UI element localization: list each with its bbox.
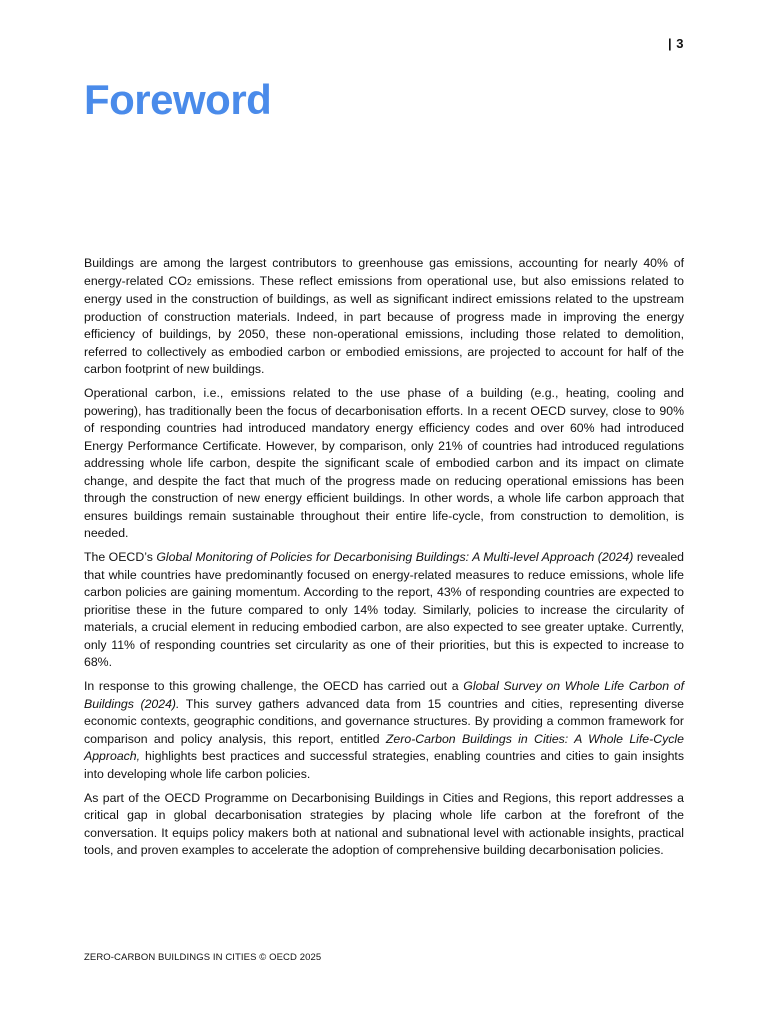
paragraph-1 <box>84 255 684 379</box>
paragraph-3-part-a: The OECD’s <box>84 550 157 564</box>
page-number: | 3 <box>668 36 684 51</box>
paragraph-1-part-b: emissions. These reflect emissions from operational use, but also emissions related to energy used in the construction of buildings, as well as significant indirect emissions related to the upstream production of construction materials. Indeed, in part because of progress made in improving the energy efficiency of buildings, by 2050, these non-operational emissions, including those related to demolition, referred to collectively as embodied carbon or embodied emissions, are projected to account for half of the carbon footprint of new buildings. <box>84 273 684 376</box>
paragraph-4-part-c: highlights best practices and successful strategies, enabling countries and cities to gain insights into developing whole life carbon policies. <box>84 749 684 781</box>
report-title-zero-carbon: Zero-Carbon Buildings in Cities: A Whole Life-Cycle Approach, <box>84 731 684 763</box>
report-title-global-monitoring: Global Monitoring of Policies for Decarbonising Buildings: A Multi-level Approach (2024) <box>156 550 634 564</box>
paragraph-3-part-b: revealed that while countries have predominantly focused on energy-related measures to reduce emissions, whole life carbon policies are gaining momentum. According to the report, 43% of responding countries are expected to prioritise these in the future compared to only 14% today. Similarly, policies to increase the circularity of materials, a crucial element in reducing embodied carbon, are also expected to see greater uptake. Currently, only 11% of responding countries set circularity as one of their priorities, but this is expected to increase to 68%. <box>84 550 684 669</box>
page-footer: ZERO-CARBON BUILDINGS IN CITIES © OECD 2025 <box>84 952 322 963</box>
page-title: Foreword <box>84 76 272 123</box>
paragraph-5: As part of the OECD Programme on Decarbonising Buildings in Cities and Regions, this report addresses a critical gap in global decarbonisation strategies by placing whole life carbon at the forefront of the conversation. It equips policy makers both at national and subnational level with actionable insights, practical tools, and proven examples to accelerate the adoption of comprehensive building decarbonisation policies. <box>84 790 684 857</box>
paragraph-3 <box>84 549 684 672</box>
foreword-body <box>84 255 684 866</box>
paragraph-1-part-a: Buildings are among the largest contributors to greenhouse gas emissions, accounting for nearly 40% of energy-related CO <box>84 256 684 288</box>
co2-subscript: 2 <box>186 277 192 287</box>
paragraph-4-part-b: This survey gathers advanced data from 15 countries and cities, representing diverse economic contexts, geographic conditions, and governance structures. By providing a common framework for comparison and policy analysis, this report, entitled <box>84 696 685 746</box>
survey-title-global-survey: Global Survey on Whole Life Carbon of Buildings (2024). <box>84 679 684 711</box>
paragraph-4-part-a: In response to this growing challenge, the OECD has carried out a <box>84 679 464 693</box>
paragraph-4 <box>84 678 684 783</box>
paragraph-2: Operational carbon, i.e., emissions related to the use phase of a building (e.g., heating, cooling and powering), has traditionally been the focus of decarbonisation efforts. In a recent OECD survey, close to 90% of responding countries had introduced mandatory energy efficiency codes and over 60% had introduced Energy Performance Certificate. However, by comparison, only 21% of countries had introduced regulations addressing whole life carbon, despite the significant scale of embodied carbon and its impact on climate change, and despite the fact that much of the progress made on reducing operational emissions has been through the construction of new energy efficient buildings. In other words, a whole life carbon approach that ensures buildings remain sustainable throughout their entire life-cycle, from construction to demolition, is needed. <box>84 386 684 540</box>
